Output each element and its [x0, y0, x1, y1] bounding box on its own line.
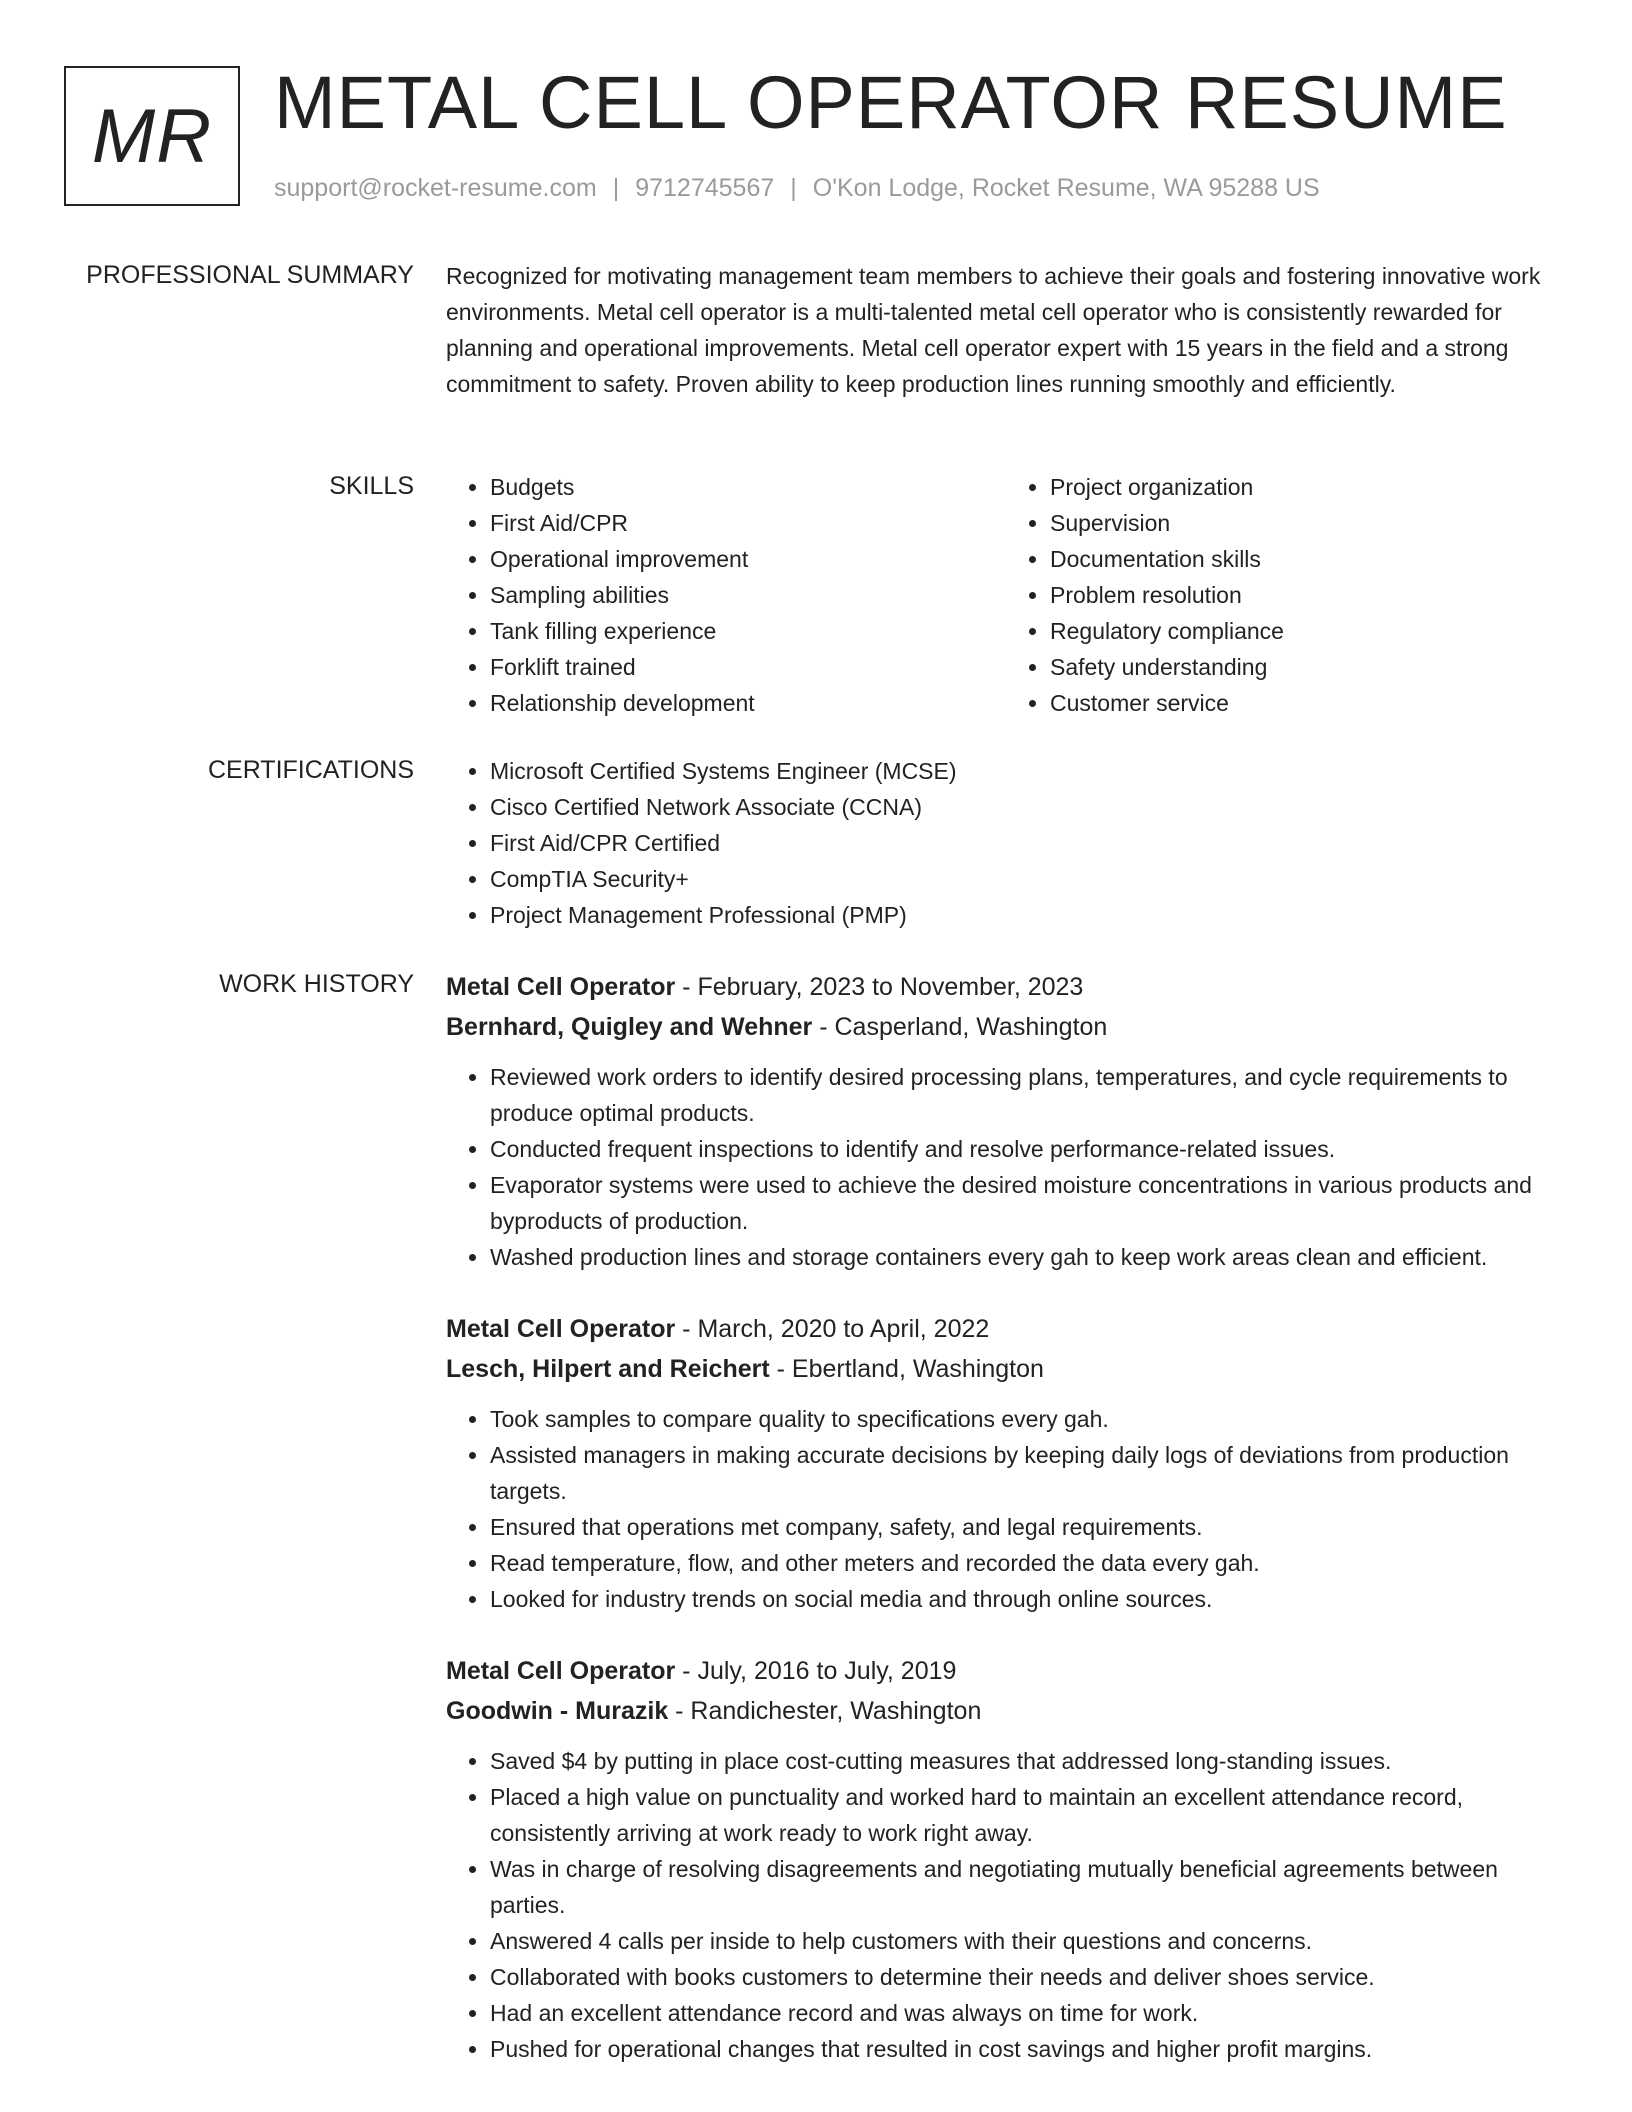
list-item: • Project Management Professional (PMP) — [490, 897, 1566, 933]
job-company-line — [446, 1007, 1566, 1047]
list-item: • Answered 4 calls per inside to help customers with their questions and concerns. — [490, 1923, 1566, 1959]
job-title: Metal Cell Operator — [446, 1657, 676, 1685]
job-company: Bernhard, Quigley and Wehner — [446, 1013, 813, 1041]
summary-text: Recognized for motivating management team members to achieve their goals and fostering innovative work environments. Metal cell operator is a multi-talented metal cell operator who is consistently rewarded for planning and operational improvements. Metal cell operator expert with 15 years in the field and a strong commitment to safety. Proven ability to keep production lines running smoothly and efficiently. — [446, 263, 1541, 397]
list-item: • Project organization — [1050, 469, 1566, 505]
section-label: CERTIFICATIONS — [207, 756, 414, 784]
list-item: • First Aid/CPR Certified — [490, 825, 1566, 861]
skills-list-left — [446, 469, 1006, 721]
job-location: - Ebertland, Washington — [769, 1355, 1044, 1383]
job-dates: - March, 2020 to April, 2022 — [675, 1315, 990, 1343]
list-item: • Problem resolution — [1050, 577, 1566, 613]
list-item: • Sampling abilities — [490, 577, 1006, 613]
list-item: • Regulatory compliance — [1050, 613, 1566, 649]
monogram-box — [64, 66, 240, 206]
list-item: • Evaporator systems were used to achieve the desired moisture concentrations in various products and byproducts of production. — [490, 1167, 1566, 1239]
list-item: • Forklift trained — [490, 649, 1006, 685]
job-company-line — [446, 1349, 1566, 1389]
job-dates: - July, 2016 to July, 2019 — [675, 1657, 957, 1685]
job-entry — [446, 967, 1566, 1275]
job-dates: - February, 2023 to November, 2023 — [675, 973, 1084, 1001]
list-item: • Took samples to compare quality to specifications every gah. — [490, 1401, 1566, 1437]
list-item: • Collaborated with books customers to determine their needs and deliver shoes service. — [490, 1959, 1566, 1995]
contact-separator: | — [612, 174, 620, 202]
contact-separator: | — [790, 174, 797, 202]
work-history-body — [446, 967, 1566, 2067]
list-item: • Placed a high value on punctuality and worked hard to maintain an excellent attendance record, consistently arriving at work ready to work right away. — [490, 1779, 1566, 1851]
contact-phone: 9712745567 — [635, 174, 775, 202]
list-item: • Assisted managers in making accurate decisions by keeping daily logs of deviations from production targets. — [490, 1437, 1566, 1509]
job-bullets — [446, 1059, 1566, 1275]
job-company: Goodwin - Murazik — [446, 1697, 669, 1725]
section-label: WORK HISTORY — [219, 970, 414, 998]
list-item: • Saved $4 by putting in place cost-cutting measures that addressed long-standing issues. — [490, 1743, 1566, 1779]
list-item: • Budgets — [490, 469, 1006, 505]
job-bullets — [446, 1401, 1566, 1617]
job-location: - Randichester, Washington — [668, 1697, 982, 1725]
list-item: • Read temperature, flow, and other meters and recorded the data every gah. — [490, 1545, 1566, 1581]
list-item: • Cisco Certified Network Associate (CCNA) — [490, 789, 1566, 825]
job-title-line — [446, 967, 1566, 1007]
job-title-line — [446, 1309, 1566, 1349]
list-item: • Had an excellent attendance record and was always on time for work. — [490, 1995, 1566, 2031]
certifications-list — [446, 753, 1566, 933]
list-item: • Conducted frequent inspections to identify and resolve performance-related issues. — [490, 1131, 1566, 1167]
list-item: • Customer service — [1050, 685, 1566, 721]
job-title: Metal Cell Operator — [446, 1315, 676, 1343]
job-entry — [446, 1651, 1566, 2067]
list-item: • First Aid/CPR — [490, 505, 1006, 541]
contact-email: support@rocket-resume.com — [274, 174, 597, 202]
job-company-line — [446, 1691, 1566, 1731]
skills-columns — [446, 469, 1566, 721]
resume-title: METAL CELL OPERATOR RESUME — [274, 61, 1508, 144]
contact-address: O'Kon Lodge, Rocket Resume, WA 95288 US — [812, 174, 1320, 202]
list-item: • Tank filling experience — [490, 613, 1006, 649]
job-title-line — [446, 1651, 1566, 1691]
list-item: • Washed production lines and storage containers every gah to keep work areas clean and efficient. — [490, 1239, 1566, 1275]
skills-list-right — [1006, 469, 1566, 721]
list-item: • Was in charge of resolving disagreements and negotiating mutually beneficial agreements between parties. — [490, 1851, 1566, 1923]
list-item: • CompTIA Security+ — [490, 861, 1566, 897]
job-entry — [446, 1309, 1566, 1617]
list-item: • Reviewed work orders to identify desired processing plans, temperatures, and cycle requirements to produce optimal products. — [490, 1059, 1566, 1131]
list-item: • Looked for industry trends on social media and through online sources. — [490, 1581, 1566, 1617]
list-item: • Microsoft Certified Systems Engineer (MCSE) — [490, 753, 1566, 789]
section-label: SKILLS — [329, 472, 414, 500]
list-item: • Operational improvement — [490, 541, 1006, 577]
summary-body — [446, 258, 1566, 402]
job-title: Metal Cell Operator — [446, 973, 676, 1001]
job-company: Lesch, Hilpert and Reichert — [446, 1355, 770, 1383]
monogram-initials: MR — [91, 93, 213, 179]
contact-line — [274, 174, 1320, 203]
list-item: • Pushed for operational changes that resulted in cost savings and higher profit margins. — [490, 2031, 1566, 2067]
job-location: - Casperland, Washington — [812, 1013, 1108, 1041]
list-item: • Safety understanding — [1050, 649, 1566, 685]
certifications-body — [446, 753, 1566, 933]
list-item: • Supervision — [1050, 505, 1566, 541]
job-bullets — [446, 1743, 1566, 2067]
section-label: PROFESSIONAL SUMMARY — [86, 261, 414, 289]
list-item: • Relationship development — [490, 685, 1006, 721]
list-item: • Documentation skills — [1050, 541, 1566, 577]
list-item: • Ensured that operations met company, safety, and legal requirements. — [490, 1509, 1566, 1545]
